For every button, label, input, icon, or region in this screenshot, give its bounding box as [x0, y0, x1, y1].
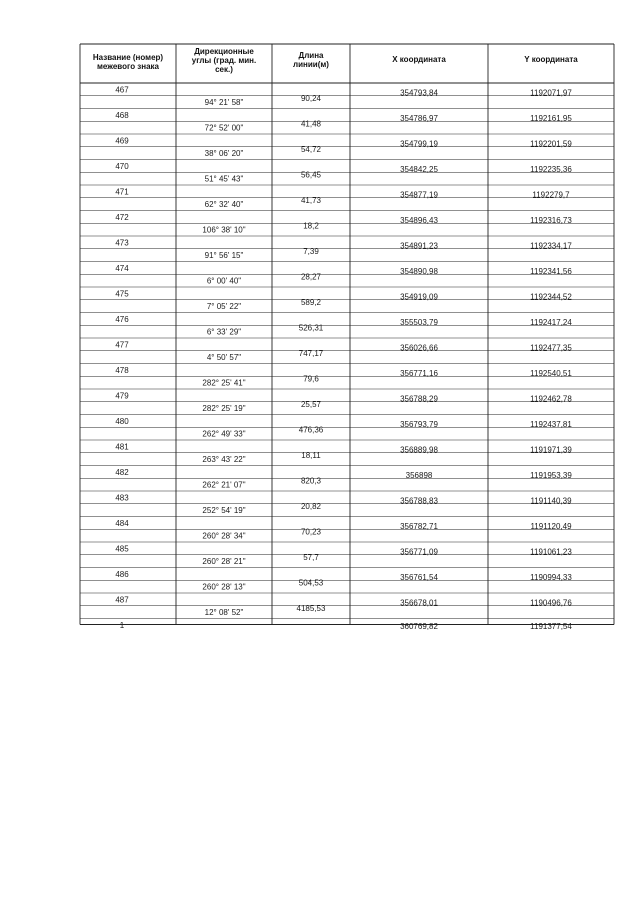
segment-direction-angle: 38° 06' 20": [204, 149, 244, 158]
point-y-coordinate: 1192279,7: [532, 190, 570, 200]
point-name: 481: [115, 442, 129, 452]
point-name: 474: [115, 264, 129, 273]
point-name: 485: [115, 544, 129, 554]
point-x-coordinate: 356793,79: [400, 420, 438, 429]
point-y-coordinate: 1191971,39: [530, 445, 572, 455]
point-y-coordinate: 1190496,76: [530, 598, 572, 608]
segment-direction-angle: 72° 52' 00": [204, 123, 244, 133]
point-x-coordinate: 356771,09: [400, 547, 438, 557]
point-y-coordinate: 1192316,73: [530, 216, 572, 225]
point-x-coordinate: 356782,71: [400, 522, 438, 531]
point-x-coordinate: 354890,98: [400, 267, 438, 276]
point-y-coordinate: 1191953,39: [530, 471, 572, 480]
point-name: 475: [115, 289, 129, 299]
segment-direction-angle: 94° 21' 58": [204, 98, 244, 107]
segment-direction-angle: 51° 45' 43": [204, 174, 244, 184]
point-x-coordinate: 356898: [405, 471, 433, 480]
point-x-coordinate: 356026,66: [400, 343, 438, 353]
point-y-coordinate: 1190994,33: [530, 573, 572, 582]
point-name: 467: [115, 85, 129, 95]
segment-length: 79,6: [303, 374, 319, 384]
point-name: 470: [115, 162, 129, 171]
point-y-coordinate: 1192344,52: [530, 292, 572, 302]
point-y-coordinate: 1192341,56: [530, 267, 572, 276]
segment-length: 57,7: [303, 553, 319, 562]
point-x-coordinate: 354877,19: [400, 190, 438, 200]
point-y-coordinate: 1192201,59: [530, 139, 572, 149]
segment-direction-angle: 6° 00' 40": [206, 276, 242, 286]
segment-length: 28,27: [300, 272, 322, 282]
segment-direction-angle: 282° 25' 41": [202, 378, 246, 388]
point-y-coordinate: 1191061,23: [530, 547, 572, 557]
segment-length: 90,24: [300, 94, 322, 103]
point-name: 479: [115, 391, 129, 401]
point-y-coordinate: 1192235,36: [530, 165, 572, 174]
segment-length: 476,36: [298, 425, 324, 435]
point-x-coordinate: 354919,09: [400, 292, 438, 302]
point-name: 477: [115, 340, 129, 350]
point-y-coordinate: 1191120,49: [530, 522, 572, 531]
segment-length: 41,48: [300, 119, 322, 129]
segment-direction-angle: 252° 54' 19": [202, 506, 246, 515]
point-name: 483: [115, 493, 129, 503]
point-y-coordinate: 1192071,97: [530, 88, 572, 98]
segment-length: 25,57: [300, 400, 322, 409]
segment-length: 747,17: [298, 349, 324, 358]
point-name: 471: [115, 187, 129, 197]
header-y-coordinate: Y координата: [524, 55, 578, 64]
segment-length: 18,11: [301, 451, 321, 460]
segment-length: 589,2: [300, 298, 322, 307]
segment-direction-angle: 12° 08' 52": [204, 608, 244, 617]
point-x-coordinate: 356889,98: [400, 445, 438, 455]
header-point-name: Название (номер): [92, 53, 164, 62]
segment-length: 20,82: [300, 502, 322, 511]
header-line-length: линии(м): [293, 60, 329, 69]
point-name: 486: [115, 570, 129, 579]
point-y-coordinate: 1192417,24: [530, 318, 572, 327]
segment-direction-angle: 91° 56' 15": [204, 251, 244, 260]
segment-direction-angle: 260° 28' 13": [202, 582, 246, 592]
point-y-coordinate: 1192437,81: [530, 420, 572, 429]
point-x-coordinate: 356788,83: [400, 496, 438, 506]
segment-length: 4185,53: [296, 604, 326, 613]
point-y-coordinate: 1192334,17: [530, 241, 572, 251]
point-name: 472: [115, 213, 129, 222]
point-name: 473: [115, 238, 129, 248]
segment-length: 70,23: [300, 527, 322, 537]
segment-direction-angle: 260° 28' 21": [202, 557, 246, 566]
point-y-coordinate: 1191140,39: [530, 496, 572, 506]
point-name: 478: [115, 366, 129, 375]
point-y-coordinate: 1192477,35: [530, 343, 572, 353]
point-x-coordinate: 356761,54: [400, 573, 438, 582]
point-y-coordinate: 1192540,51: [530, 369, 572, 378]
point-x-coordinate: 354896,43: [400, 216, 438, 225]
point-name: 469: [115, 136, 129, 146]
point-y-coordinate: 1191377,54: [530, 622, 572, 631]
segment-length: 56,45: [300, 170, 322, 180]
point-name: 480: [115, 417, 129, 426]
point-name: 482: [115, 468, 129, 477]
header-x-coordinate: X координата: [392, 55, 446, 64]
point-x-coordinate: 356771,16: [400, 369, 438, 378]
point-x-coordinate: 360769,82: [400, 622, 438, 631]
segment-length: 41,73: [300, 196, 322, 205]
segment-direction-angle: 106° 38' 10": [202, 225, 246, 235]
header-directional-angle: углы (град. мин.: [191, 56, 257, 65]
point-x-coordinate: 354793,84: [400, 88, 438, 98]
point-name: 484: [115, 519, 129, 528]
segment-direction-angle: 6° 33' 29": [206, 327, 242, 337]
header-point-name: межевого знака: [96, 62, 160, 71]
segment-direction-angle: 7° 05' 22": [206, 302, 242, 311]
point-x-coordinate: 354799,19: [400, 139, 438, 149]
segment-length: 7,39: [303, 247, 319, 256]
segment-length: 54,72: [300, 145, 322, 154]
header-directional-angle: сек.): [215, 65, 233, 74]
segment-direction-angle: 260° 28' 34": [202, 531, 246, 541]
point-x-coordinate: 355503,79: [400, 318, 438, 327]
segment-length: 526,31: [298, 323, 324, 333]
point-x-coordinate: 354842,25: [400, 165, 438, 174]
point-name: 476: [115, 315, 129, 324]
point-x-coordinate: 356788,29: [400, 394, 438, 404]
segment-length: 18,2: [303, 221, 319, 231]
header-directional-angle: Дирекционные: [194, 47, 254, 56]
segment-length: 504,53: [298, 578, 324, 588]
segment-direction-angle: 262° 49' 33": [202, 429, 246, 439]
segment-length: 820,3: [300, 476, 322, 486]
segment-direction-angle: 282° 25' 19": [202, 404, 246, 413]
point-name: 487: [115, 595, 129, 605]
point-y-coordinate: 1192462,78: [530, 394, 572, 404]
point-y-coordinate: 1192161,95: [530, 114, 572, 123]
header-line-length: Длина: [298, 51, 324, 60]
point-x-coordinate: 356678,01: [400, 598, 438, 608]
segment-direction-angle: 263° 43' 22": [202, 455, 246, 464]
point-x-coordinate: 354891,23: [400, 241, 438, 251]
segment-direction-angle: 62° 32' 40": [204, 200, 244, 209]
segment-direction-angle: 4° 50' 57": [206, 353, 242, 362]
point-x-coordinate: 354786,97: [400, 114, 438, 123]
point-name: 468: [115, 111, 129, 120]
point-name: 1: [119, 621, 125, 630]
segment-direction-angle: 262° 21' 07": [202, 480, 246, 490]
